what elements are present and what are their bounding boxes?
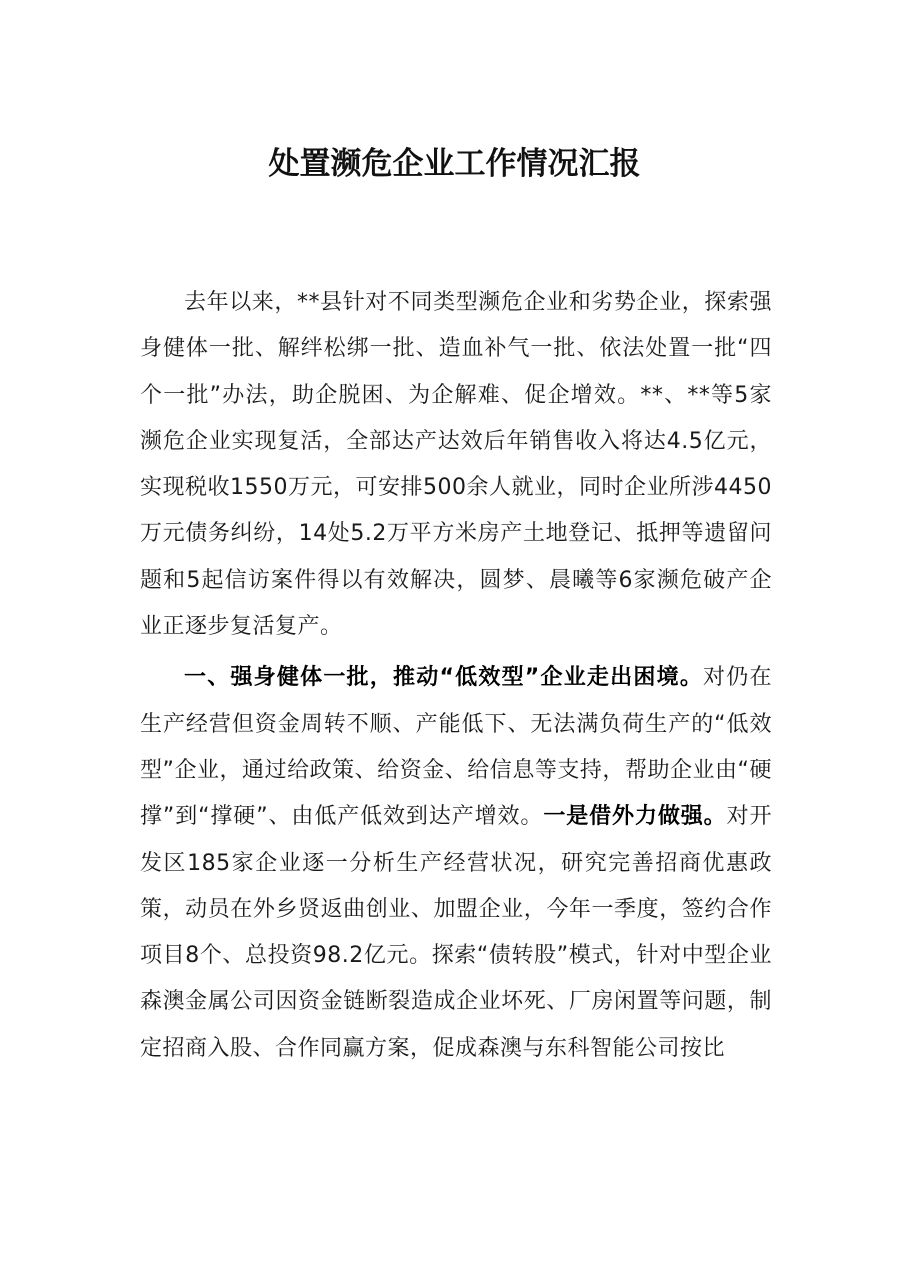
document-title: 处置濒危企业工作情况汇报 [268, 146, 641, 182]
document-body [140, 280, 772, 1072]
intro-paragraph: 去年以来，**县针对不同类型濒危企业和劣势企业，探索强身健体一批、解绊松绑一批、造血补气一批、依法处置一批“四个一批”办法，助企脱困、为企解难、促企增效。**、**等5家濒危企业实现复活，全部达产达效后年销售收入将达4.5亿元，实现税收1550万元，可安排500余人就业，同时企业所涉4450万元债务纠纷，14处5.2万平方米房产土地登记、抵押等遗留问题和5起信访案件得以有效解决，圆梦、晨曦等6家濒危破产企业正逐步复活复产。 [140, 290, 772, 640]
section-one-paragraph [140, 655, 772, 1072]
section-one-subheading: 一是借外力做强。 [543, 804, 727, 830]
section-one-text-continued: 对开发区185家企业逐一分析生产经营状况，研究完善招商优惠政策，动员在外乡贤返曲创业、加盟企业，今年一季度，签约合作项目8个、总投资98.2亿元。探索“债转股”模式，针对中型企业森澳金属公司因资金链断裂造成企业坏死、厂房闲置等问题，制定招商入股、合作同赢方案，促成森澳与东科智能公司按比 [140, 804, 772, 1061]
section-one-text: 对仍在生产经营但资金周转不顺、产能低下、无法满负荷生产的“低效型”企业，通过给政策、给资金、给信息等支持，帮助企业由“硬撑”到“撑硬”、由低产低效到达产增效。 [140, 665, 772, 830]
section-one-heading: 一、强身健体一批，推动“低效型”企业走出困境。 [184, 665, 704, 691]
